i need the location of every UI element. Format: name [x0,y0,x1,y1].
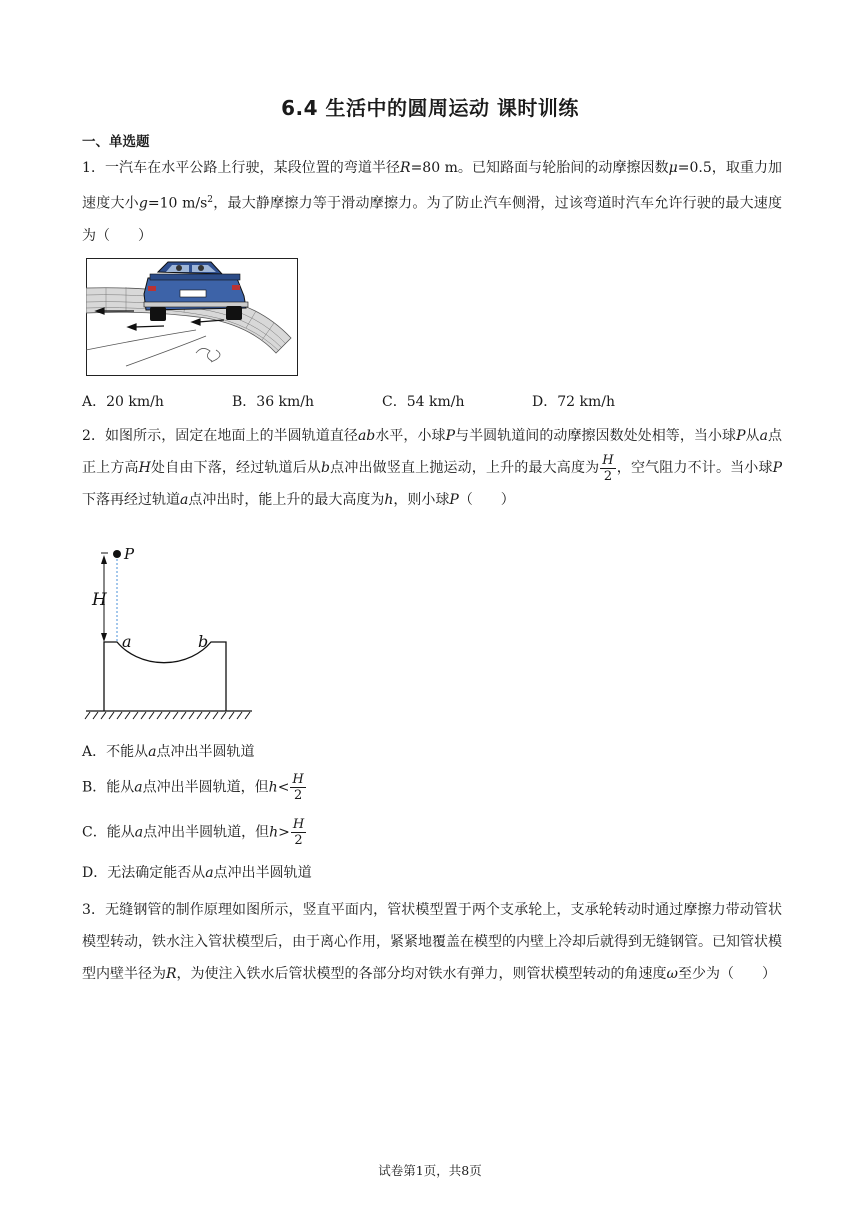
car-on-curve-figure [86,258,298,376]
q1-option-a[interactable]: A．20 km/h [82,394,164,410]
fig-label-a: a [122,632,132,651]
q2-option-c[interactable]: C．能从a点冲出半圆轨道，但h> $\frac{H}{2}$ [82,817,305,848]
question-1-options [82,391,782,417]
q1-option-b[interactable]: B．36 km/h [232,394,315,410]
fig-label-H: H [92,590,107,610]
page-title: 6.4 生活中的圆周运动 课时训练 [281,96,579,120]
q2-option-a[interactable]: A．不能从a点冲出半圆轨道 [82,744,255,760]
question-1-text: 1．一汽车在水平公路上行驶，某段位置的弯道半径R=80 m。已知路面与轮胎间的动摩擦因数μ=0.5，取重力加速度大小g=10 $m/s^2$，最大静摩擦力等于滑动摩擦力。为了防止汽车侧滑，过该弯道时汽车允许行驶的最大速度为（ ） [82,160,783,244]
fig-label-b: b [198,632,209,651]
q2-option-b[interactable]: B．能从a点冲出半圆轨道，但h< $\frac{H}{2}$ [82,772,304,803]
fig-label-P: P [124,545,135,563]
question-2-text: 2．如图所示，固定在地面上的半圆轨道直径ab水平，小球P与半圆轨道间的动摩擦因数处处相等，当小球P从a点正上方高H处自由下落，经过轨道后从b点冲出做竖直上抛运动，上升的最大高度为 $\frac{H}{2}$ ，空气阻力不计。当小球P下落再经过轨道a点冲出时，能上升的最大高度为h，则小球P（ ） [82,428,783,508]
half-circle-track-figure [84,545,254,723]
question-3-text: 3．无缝钢管的制作原理如图所示，竖直平面内，管状模型置于两个支承轮上，支承轮转动时通过摩擦力带动管状模型转动，铁水注入管状模型后，由于离心作用，紧紧地覆盖在模型的内壁上冷却后就得到无缝钢管。已知管状模型内壁半径为R，为使注入铁水后管状模型的各部分均对铁水有弹力，则管状模型转动的角速度ω至少为（ ） [82,902,782,982]
fraction-H-over-2: $\frac{H}{2}$ [602,452,614,484]
q1-option-c[interactable]: C．54 km/h [382,394,465,410]
q2-option-d[interactable]: D．无法确定能否从a点冲出半圆轨道 [82,865,312,881]
section-heading: 一、单选题 [82,134,150,150]
q1-option-d[interactable]: D．72 km/h [532,394,615,410]
page-footer: 试卷第1页，共8页 [378,1163,482,1178]
